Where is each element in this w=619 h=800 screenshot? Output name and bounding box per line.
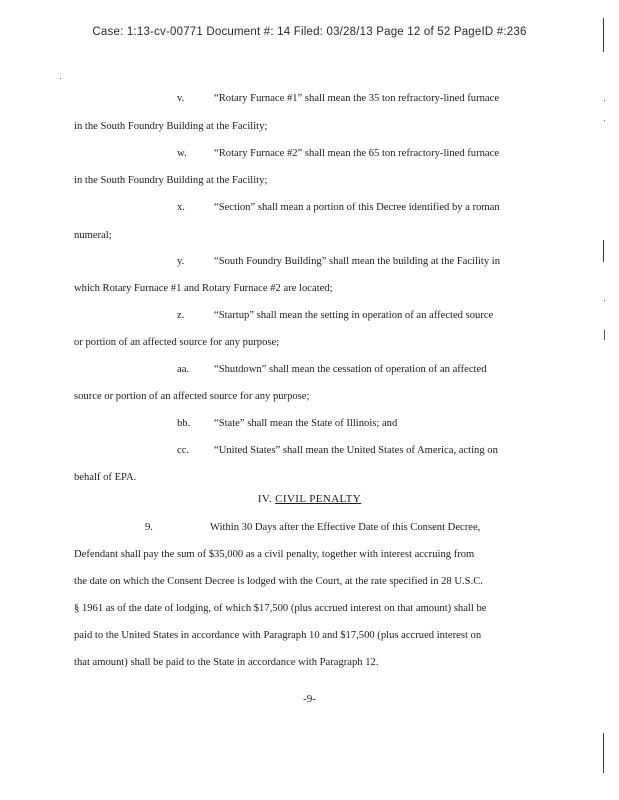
definition-marker: aa.	[177, 364, 190, 375]
definition-text: “State” shall mean the State of Illinois; and	[214, 418, 398, 429]
definition-continuation: numeral;	[74, 230, 112, 241]
definition-text: “Section” shall mean a portion of this Decree identified by a roman	[214, 202, 500, 213]
section-number: IV.	[257, 493, 272, 505]
scan-edge-mark	[603, 240, 604, 262]
definition-continuation: or portion of an affected source for any purpose;	[74, 337, 280, 348]
definition-marker: w.	[177, 148, 187, 159]
definition-marker: z.	[177, 310, 185, 321]
definition-text: “South Foundry Building” shall mean the building at the Facility in	[214, 256, 501, 267]
scan-speck	[604, 330, 605, 340]
scan-edge-mark	[603, 18, 604, 52]
definition-marker: y.	[177, 256, 185, 267]
definition-continuation: which Rotary Furnace #1 and Rotary Furnace #2 are located;	[74, 283, 333, 294]
paragraph-number: 9.	[145, 522, 153, 533]
definition-marker: cc.	[177, 445, 190, 456]
paragraph-line: Within 30 Days after the Effective Date of this Consent Decree,	[210, 522, 481, 533]
definition-text: “United States” shall mean the United States of America, acting on	[214, 445, 498, 456]
definition-text: “Shutdown” shall mean the cessation of operation of an affected	[214, 364, 487, 375]
definition-continuation: in the South Foundry Building at the Facility;	[74, 121, 268, 132]
section-heading	[0, 493, 619, 505]
scan-speck	[604, 100, 605, 101]
definition-marker: x.	[177, 202, 185, 213]
definition-continuation: in the South Foundry Building at the Facility;	[74, 175, 268, 186]
definition-text: “Startup” shall mean the setting in operation of an affected source	[214, 310, 494, 321]
paragraph-line: that amount) shall be paid to the State in accordance with Paragraph 12.	[74, 657, 379, 668]
scan-speck	[60, 78, 61, 79]
definition-continuation: behalf of EPA.	[74, 472, 137, 483]
page-number: -9-	[303, 693, 316, 705]
definition-text: “Rotary Furnace #1” shall mean the 35 ton refractory-lined furnace	[214, 93, 500, 104]
section-title: CIVIL PENALTY	[275, 493, 362, 505]
scan-speck	[604, 300, 605, 301]
case-header: Case: 1:13-cv-00771 Document #: 14 Filed: 03/28/13 Page 12 of 52 PageID #:236	[92, 26, 527, 38]
scan-edge-mark	[603, 733, 604, 773]
definition-text: “Rotary Furnace #2” shall mean the 65 ton refractory-lined furnace	[214, 148, 500, 159]
paragraph-line: the date on which the Consent Decree is lodged with the Court, at the rate specified in 28 U.S.C.	[74, 576, 483, 587]
paragraph-line: § 1961 as of the date of lodging, of which $17,500 (plus accrued interest on that amount) shall be	[74, 603, 487, 614]
definition-marker: bb.	[177, 418, 191, 429]
definition-continuation: source or portion of an affected source for any purpose;	[74, 391, 310, 402]
definition-marker: v.	[177, 93, 185, 104]
paragraph-line: paid to the United States in accordance with Paragraph 10 and $17,500 (plus accrued interest on	[74, 630, 482, 641]
scan-speck	[604, 120, 605, 121]
paragraph-line: Defendant shall pay the sum of $35,000 as a civil penalty, together with interest accruing from	[74, 549, 475, 560]
